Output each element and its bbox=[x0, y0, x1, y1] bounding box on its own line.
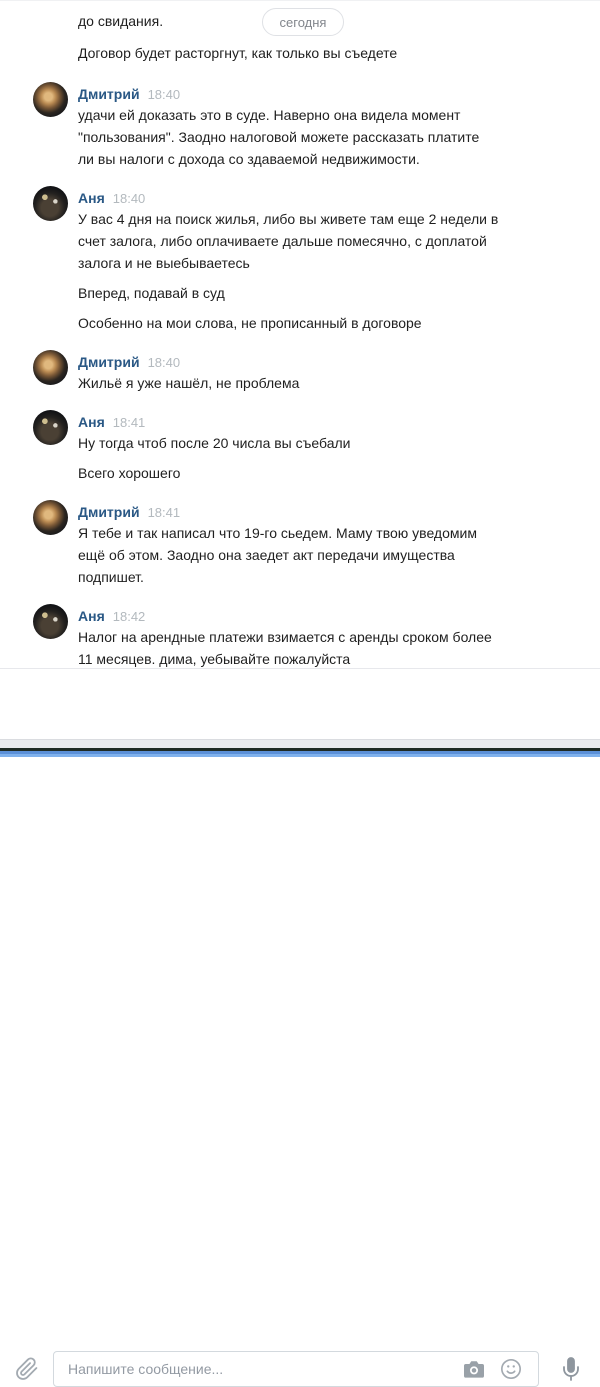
voice-message-button[interactable] bbox=[558, 1355, 584, 1383]
sender-name[interactable]: Аня bbox=[78, 414, 105, 430]
message-line: ещё об этом. Заодно она заедет акт передачи имущества bbox=[78, 547, 455, 563]
message-body bbox=[78, 432, 600, 484]
message-paragraph bbox=[78, 312, 600, 334]
message-paragraph bbox=[78, 282, 600, 304]
message-list bbox=[0, 0, 600, 668]
message-line: подпишет. bbox=[78, 569, 144, 585]
message-time: 18:40 bbox=[112, 191, 146, 206]
dmitriy-avatar[interactable] bbox=[33, 350, 68, 385]
message-line: счет залога, либо оплачиваете дальше помесячно, с доплатой bbox=[78, 233, 487, 249]
dmitriy-avatar[interactable] bbox=[33, 82, 68, 117]
message-line: Я тебе и так написал что 19-го сьедем. Маму твою уведомим bbox=[78, 525, 477, 541]
message-time: 18:41 bbox=[112, 415, 146, 430]
anya-avatar[interactable] bbox=[33, 186, 68, 221]
message-line: 11 месяцев. дима, уебывайте пожалуйста bbox=[78, 651, 351, 667]
message-body bbox=[78, 372, 600, 394]
date-divider-label: сегодня bbox=[279, 14, 327, 30]
message-line: Ну тогда чтоб после 20 числа вы съебали bbox=[78, 435, 351, 451]
message-paragraph bbox=[78, 372, 600, 394]
message-paragraph bbox=[78, 626, 600, 668]
message-paragraph bbox=[78, 208, 600, 274]
message-header bbox=[78, 86, 600, 104]
message-header bbox=[78, 354, 600, 372]
sender-name[interactable]: Аня bbox=[78, 608, 105, 624]
sender-name[interactable]: Дмитрий bbox=[78, 504, 140, 520]
message-paragraph bbox=[78, 104, 600, 170]
message-line: Налог на арендные платежи взимается с аренды сроком более bbox=[78, 629, 492, 645]
message-line: ли вы налоги с дохода со здаваемой недвижимости. bbox=[78, 151, 420, 167]
message-header bbox=[78, 190, 600, 208]
message-paragraph bbox=[78, 522, 600, 588]
message-group bbox=[0, 504, 600, 588]
microphone-icon bbox=[559, 1356, 583, 1382]
date-divider bbox=[262, 8, 344, 36]
message-line: залога и не выебываетесь bbox=[78, 255, 250, 271]
message-line: Договор будет расторгнут, как только вы съедете bbox=[78, 45, 398, 61]
message-group bbox=[0, 608, 600, 668]
anya-avatar[interactable] bbox=[33, 604, 68, 639]
paperclip-icon bbox=[15, 1357, 39, 1381]
emoji-button[interactable] bbox=[499, 1357, 523, 1381]
message-header bbox=[78, 504, 600, 522]
message-paragraph bbox=[78, 432, 600, 454]
message-body bbox=[78, 522, 600, 588]
sender-name[interactable]: Дмитрий bbox=[78, 354, 140, 370]
message-group bbox=[0, 354, 600, 394]
message-time: 18:41 bbox=[147, 505, 181, 520]
message-header bbox=[78, 608, 600, 626]
message-line: У вас 4 дня на поиск жилья, либо вы живете там еще 2 недели в bbox=[78, 211, 499, 227]
message-body bbox=[78, 208, 600, 334]
sender-name[interactable]: Дмитрий bbox=[78, 86, 140, 102]
anya-avatar[interactable] bbox=[33, 410, 68, 445]
composer-bar bbox=[0, 668, 600, 739]
message-line: Жильё я уже нашёл, не проблема bbox=[78, 375, 300, 391]
message-line: Особенно на мои слова, не прописанный в договоре bbox=[78, 315, 422, 331]
message-line: "пользования". Заодно налоговой можете рассказать платите bbox=[78, 129, 480, 145]
message-time: 18:40 bbox=[147, 87, 181, 102]
message-body bbox=[78, 104, 600, 170]
attach-button[interactable] bbox=[14, 1356, 40, 1382]
message-group bbox=[0, 86, 600, 170]
message-paragraph bbox=[78, 462, 600, 484]
message-line: до свидания. bbox=[78, 13, 164, 29]
message-line: Вперед, подавай в суд bbox=[78, 285, 225, 301]
message-line: Всего хорошего bbox=[78, 465, 181, 481]
smiley-icon bbox=[500, 1358, 522, 1380]
message-line: удачи ей доказать это в суде. Наверно она видела момент bbox=[78, 107, 461, 123]
message-body bbox=[78, 626, 600, 668]
sender-name[interactable]: Аня bbox=[78, 190, 105, 206]
dmitriy-avatar[interactable] bbox=[33, 500, 68, 535]
message-groups bbox=[0, 86, 600, 668]
message-time: 18:40 bbox=[147, 355, 181, 370]
message-header bbox=[78, 414, 600, 432]
message-time: 18:42 bbox=[112, 609, 146, 624]
camera-icon bbox=[463, 1359, 485, 1379]
message-group bbox=[0, 414, 600, 484]
message-group bbox=[0, 190, 600, 334]
bottom-gray-strip bbox=[0, 740, 600, 748]
photo-button[interactable] bbox=[462, 1358, 486, 1380]
